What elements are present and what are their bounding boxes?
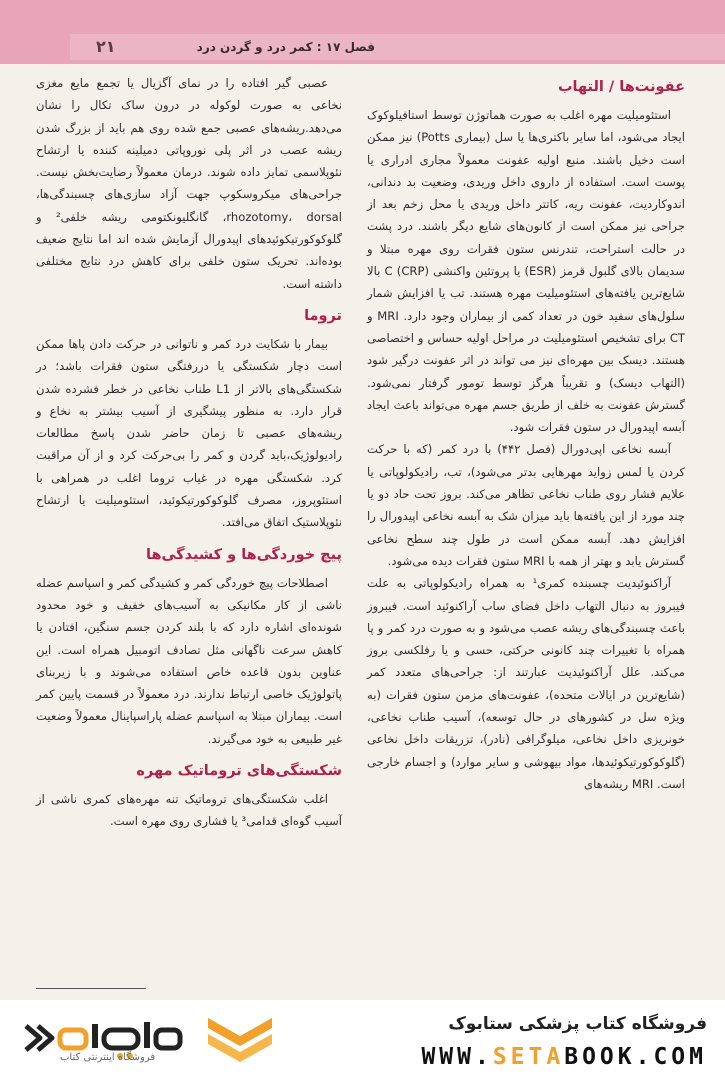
chapter-title: فصل ۱۷ : کمر درد و گردن درد [196,40,375,54]
store-name: فروشگاه کتاب پزشکی ستابوک [448,1014,707,1034]
heading-infections: عفونت‌ها / التهاب [557,79,685,95]
paragraph-arachnoiditis: آراکنوئیدیت چسبنده کمری¹ به همراه رادیکولوپاتی به علت فیبروز به دنبال التهاب داخل فضای ساب آراکنوئید است. فیبروز باعث چسبندگی‌های ریشه عصب می‌شود و به صورت درد کمر و پا همراه با تغییرات چند کانونی حرکتی، حسی و یا رفلکسی بروز می‌کند. علل آراکنوئیدیت عبارتند از: جراحی‌های متعدد کمر (شایع‌ترین در ایالات متحده)، عفونت‌های مزمن ستون فقرات (به ویژه سل در کشورهای در حال توسعه)، آسیب طناب نخاعی، خونریزی داخل نخاعی، میلوگرافی (نادر)، تزریقات داخل نخاعی (گلوکوکورتیکوئیدها، مواد بیهوشی و سایر موارد) و اجسام خارجی است. MRI ریشه‌های [367,576,685,791]
url-accent: SETA [492,1044,565,1070]
paragraph-fractures: اغلب شکستگی‌های تروماتیک تنه مهره‌های کمری ناشی از آسیب گوه‌ای قدامی³ یا فشاری روی مهره است. [36,792,342,829]
store-footer [0,1000,725,1080]
paragraph-osteomyelitis: استئومیلیت مهره اغلب به صورت هماتوژن توسط استافیلوکوک ایجاد می‌شود، اما سایر باکتری‌ها یا سل (بیماری Potts) نیز ممکن است دخیل باشند. منبع اولیه عفونت معمولاً مجاری ادراری یا پوست است. استفاده از داروی داخل وریدی، وضعیت بد دندانی، اندوکاردیت، عفونت ریه، کاتتر داخل وریدی یا محل زخم بعد از جراحی نیز ممکن است از کانون‌های شایع دیگر باشند. درد پشت در حالت استراحت، تندرنس ستون فقرات روی مهره مبتلا و سدیمان بالای گلبول قرمز (ESR) یا پروتئین واکنشی (CRP) C بالا شایع‌ترین یافته‌های استئومیلیت مهره هستند. تب یا افزایش شمار سلول‌های سفید خون در تعداد کمی از بیماران وجود دارد. MRI و CT برای تشخیص استئومیلیت در مراحل اولیه حساس و اختصاصی هستند. دیسک بین مهره‌ای نیز می‌ تواند در اثر عفونت درگیر شود (التهاب دیسک) و تقریباً هرگز توسط تومور گرفتار نمی‌شود. گسترش عفونت به خلف از طریق جسم مهره می‌تواند باعث ایجاد آبسه اپیدورال در ستون فقرات شود. [367,108,685,435]
page-number: ۲۱ [96,37,116,56]
chevron-logo-icon [200,1014,280,1066]
right-column [367,72,685,795]
heading-trauma: تروما [304,307,342,324]
header-bar [70,34,725,60]
paragraph-arachnoiditis-cont: عصبی گیر افتاده را در نمای آگزیال یا تجمع مایع مغزی نخاعی به صورت لوکوله در درون ساک تکال را نشان می‌دهد.ریشه‌های عصبی جمع شده روی هم باید از بزرگ شدن ریشه عصب در اثر پلی نوروپاتی دمیلینه کننده یا ارتشاح نئوپلاسمی تمایز داده شوند. درمان معمولاً رضایت‌بخش نیست. جراحی‌های میکروسکوپ جهت آزاد سازی‌های چسبندگی‌ها، rhozotomy، dorsal، گانگلیونکتومی ریشه خلفی² و گلوکوکورتیکوئیدهای اپیدورال آزمایش شده اند اما نتایج ضعیف بوده‌اند. تحریک ستون خلفی برای کاهش درد نتایج مختلفی داشته است. [36,76,342,291]
paragraph-trauma: بیمار با شکایت درد کمر و ناتوانی در حرکت دادن پاها ممکن است دچار شکستگی یا دررفتگی ستون فقرات باشد؛ در شکستگی‌های بالاتر از L1 طناب نخاعی در خطر فشرده شدن قرار دارد. به منظور پیشگیری از آسیب بیشتر به نخاع و ریشه‌های عصبی تا زمان حاضر شدن پاسخ مطالعات رادیولوژیک،باید گردن و کمر را بی‌حرکت کرد و از آن مراقبت کرد. شکستگی مهره در غیاب تروما اغلب در همراهی با استئوپروز، مصرف گلوکوکورتیکوئید، استئومیلیت یا ارتشاح نئوپلاستیک اتفاق می‌افتد. [36,336,342,530]
url-suffix: BOOK.COM [564,1044,707,1070]
paragraph-sprains: اصطلاحات پیچ خوردگی کمر و کشیدگی کمر و اسپاسم عضله ناشی از کار مکانیکی به آسیب‌های خفیف و خود محدود شونده‌ای اشاره دارد که با بلند کردن جسم سنگین، افتادن یا کاهش سرعت ناگهانی مثل تصادف اتومبیل همراه است. این عناوین بدون قاعده خاص استفاده می‌شوند و با زیربنای پاتولوژیک خاصی ارتباط ندارند. درد معمولاً در قسمت پایین کمر است. بیماران مبتلا به اسپاسم عضله پاراسپاینال معمولاً وضعیت غیر طبیعی به خود می‌گیرند. [36,575,342,746]
footnote-divider [36,988,146,989]
paragraph-epidural-abscess: آبسه نخاعی اپی‌دورال (فصل ۴۴۲) با درد کمر (که با حرکت کردن یا لمس زواید مهرهایی بدتر می‌شود)، تب، رادیکولوپاتی یا علایم فشار روی طناب نخاعی تظاهر می‌کند. بروز تحت حاد دو یا چند مورد از این یافته‌ها باید میزان شک به آبسه نخاعی اپیدورال را افزایش دهد. آبسه ممکن است در طول چند سطح نخاعی گسترش یابد و بهتر از همه با MRI ستون فقرات دیده می‌شود. [367,442,685,568]
heading-fractures: شکستگی‌های تروماتیک مهره [136,763,342,780]
heading-sprains: پیچ خوردگی‌ها و کشیدگی‌ها [146,546,342,563]
url-prefix: WWW. [421,1044,493,1070]
setabook-logo-icon [20,1012,190,1072]
store-url[interactable] [421,1044,707,1070]
logo-subtitle: فروشگاه اینترنتی کتاب [60,1052,156,1063]
left-column [36,72,342,833]
page-header [0,0,725,64]
